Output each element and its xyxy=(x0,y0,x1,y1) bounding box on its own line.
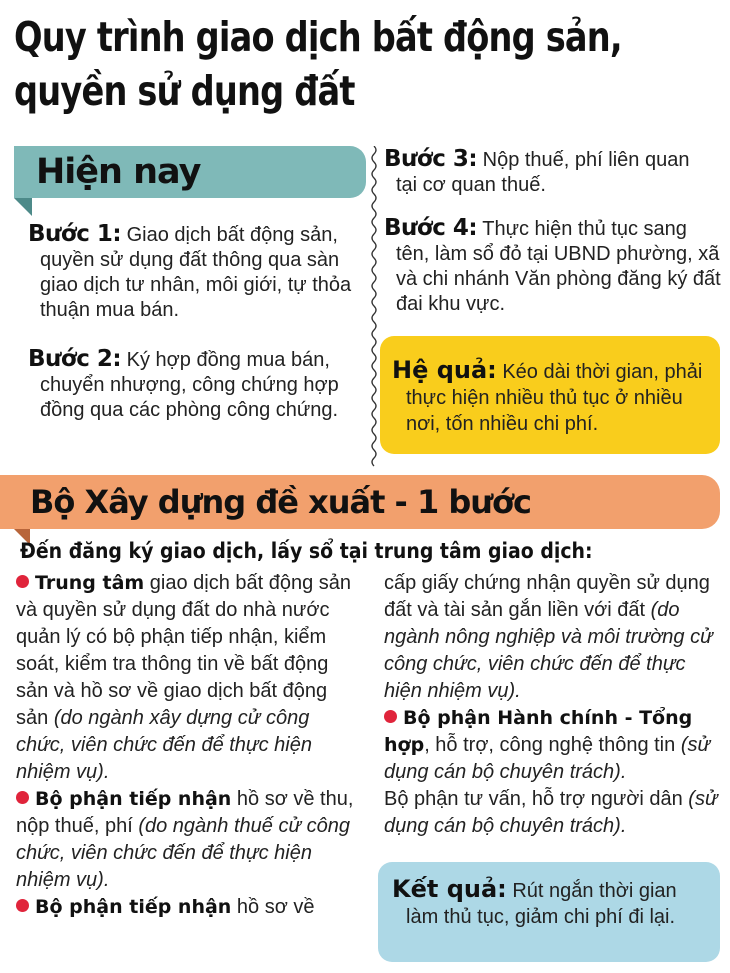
step-4-text: Thực hiện thủ tục sang tên, làm sổ đỏ tại UBND phường, xã và chi nhánh Văn phòng đăng ký đất đai khu vực. xyxy=(396,218,721,315)
list-item-tax-reception xyxy=(16,786,361,894)
column-divider xyxy=(368,146,380,470)
step-3 xyxy=(384,146,696,198)
consequence-label: Hệ quả: xyxy=(392,356,497,384)
list-item-consulting xyxy=(384,786,720,840)
item-4-bold: Bộ phận Hành chính - Tổng hợp xyxy=(384,707,693,756)
page-title xyxy=(14,10,622,118)
page-title-line2: quyền sử dụng đất xyxy=(14,67,355,115)
proposal-left-column xyxy=(16,570,361,921)
bullet-icon xyxy=(16,575,29,588)
list-item-admin xyxy=(384,705,720,786)
list-item-land-reception-start: Bộ phận tiếp nhận hồ sơ về xyxy=(16,894,361,921)
item-2-bold: Bộ phận tiếp nhận xyxy=(35,788,232,810)
step-4 xyxy=(384,215,721,317)
item-4-text: , hỗ trợ, công nghệ thông tin xyxy=(424,734,681,756)
item-3-bold: Bộ phận tiếp nhận xyxy=(35,896,232,918)
item-2-text: hồ sơ về thu, nộp thuế, phí xyxy=(16,788,354,837)
bullet-icon xyxy=(384,710,397,723)
current-heading: Hiện nay xyxy=(36,152,201,192)
consequence-text: Kéo dài thời gian, phải thực hiện nhiều thủ tục ở nhiều nơi, tốn nhiều chi phí. xyxy=(406,361,703,435)
list-item-center xyxy=(16,570,361,786)
step-2-text: Ký hợp đồng mua bán, chuyển nhượng, công chứng hợp đồng qua các phòng công chứng. xyxy=(40,349,339,421)
step-1-text: Giao dịch bất động sản, quyền sử dụng đất thông qua sàn giao dịch tư nhân, môi giới, tự thỏa thuận mua bán. xyxy=(40,224,352,321)
step-2-label: Bước 2: xyxy=(28,346,122,372)
proposal-right-column xyxy=(384,570,720,840)
item-2-italic: (do ngành thuế cử công chức, viên chức đến để thực hiện nhiệm vụ). xyxy=(16,815,351,891)
step-3-text: Nộp thuế, phí liên quan tại cơ quan thuế. xyxy=(396,149,690,196)
bullet-icon xyxy=(16,899,29,912)
item-1-bold: Trung tâm xyxy=(35,572,145,594)
consequence-text-block xyxy=(392,356,712,437)
result-text-block xyxy=(392,875,706,930)
item-1-italic: (do ngành xây dựng cử công chức, viên chức đến để thực hiện nhiệm vụ). xyxy=(16,707,312,783)
item-5-text: Bộ phận tư vấn, hỗ trợ người dân xyxy=(384,788,689,810)
item-1-text: giao dịch bất động sản và quyền sử dụng đất do nhà nước quản lý có bộ phận tiếp nhận, kiểm soát, kiểm tra thông tin về bất động sản và hồ sơ về giao dịch bất động sản xyxy=(16,572,352,729)
item-5-italic: (sử dụng cán bộ chuyên trách). xyxy=(384,788,718,837)
step-2 xyxy=(28,346,340,423)
step-4-label: Bước 4: xyxy=(384,215,478,241)
proposal-subheading: Đến đăng ký giao dịch, lấy sổ tại trung tâm giao dịch: xyxy=(20,539,593,563)
proposal-heading: Bộ Xây dựng đề xuất - 1 bước xyxy=(30,483,531,521)
step-1-label: Bước 1: xyxy=(28,221,122,247)
item-4-italic: (sử dụng cán bộ chuyên trách). xyxy=(384,734,711,783)
bullet-icon xyxy=(16,791,29,804)
page-title-line1: Quy trình giao dịch bất động sản, xyxy=(14,13,622,61)
item-3-italic: (do ngành nông nghiệp và môi trường cử công chức, viên chức đến để thực hiện nhiệm vụ). xyxy=(384,599,713,702)
current-banner-fold xyxy=(14,198,32,216)
step-1 xyxy=(28,221,360,323)
step-3-label: Bước 3: xyxy=(384,146,478,172)
list-item-land-reception-cont: cấp giấy chứng nhận quyền sử dụng đất và tài sản gắn liền với đất (do ngành nông nghiệp và môi trường cử công chức, viên chức đến để thực hiện nhiệm vụ). xyxy=(384,572,713,702)
result-text: Rút ngắn thời gian làm thủ tục, giảm chi phí đi lại. xyxy=(406,880,677,928)
result-label: Kết quả: xyxy=(392,875,507,903)
